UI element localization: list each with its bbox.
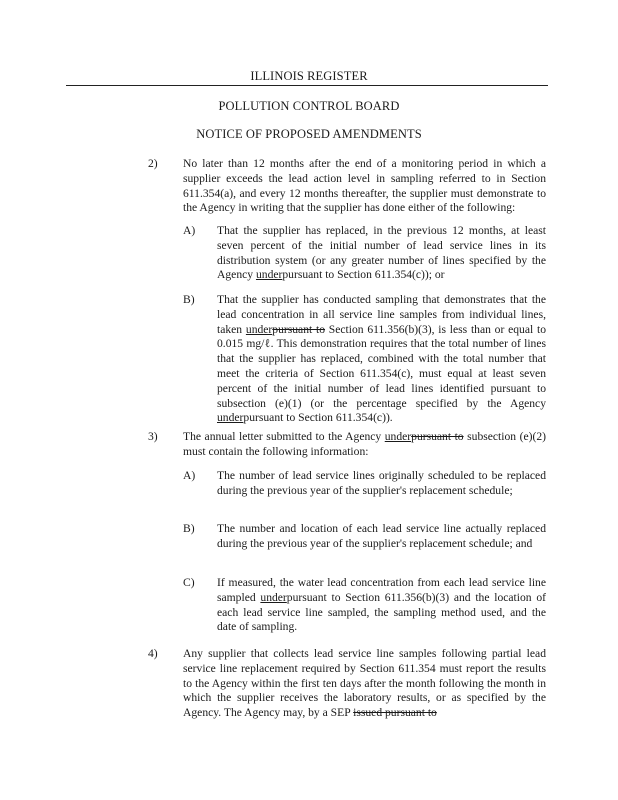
header-rule <box>66 85 548 86</box>
deleted-text: pursuant to <box>272 322 326 336</box>
item-number: 3) <box>148 430 158 443</box>
subitem-number: B) <box>183 522 195 535</box>
inserted-text: under <box>260 590 287 604</box>
deleted-text: pursuant to <box>411 430 464 443</box>
item-paragraph: Any supplier that collects lead service line samples following partial lead service line replacement required by Section 611.354 must report the results to the Agency within the first ten days after the month following the month in which the supplier receives the laboratory results, or as specified by the Agency. The Agency may, by a SEP issued pursuant to <box>183 647 546 720</box>
item-paragraph: The annual letter submitted to the Agency underpursuant to subsection (e)(2) must contain the following information: <box>183 430 546 458</box>
subitem-paragraph: If measured, the water lead concentration from each lead service line sampled underpursuant to Section 611.356(b)(3) and the location of each lead service line sampled, the sampling method used, and the date of sampling. <box>217 576 546 634</box>
subitem-paragraph: The number of lead service lines originally scheduled to be replaced during the previous year of the supplier's replacement schedule; <box>217 469 546 497</box>
deleted-text: issued pursuant to <box>353 706 437 720</box>
subitem-paragraph: That the supplier has replaced, in the previous 12 months, at least seven percent of the initial number of lead service lines in its distribution system (or any greater number of lines specified by the Agency underpursuant to Section 611.354(c)); or <box>217 224 546 282</box>
inserted-text: under <box>255 268 283 282</box>
register-title: ILLINOIS REGISTER <box>250 69 368 83</box>
item-number: 4) <box>148 647 158 660</box>
item-paragraph: No later than 12 months after the end of a monitoring period in which a supplier exceeds the lead action level in sampling referred to in Section 611.354(a), and every 12 months thereafter, the supplier must demonstrate to the Agency in writing that the supplier has done either of the following: <box>183 157 546 215</box>
subitem-number: C) <box>183 576 195 589</box>
subitem-number: A) <box>183 469 196 482</box>
item-number: 2) <box>148 157 158 170</box>
notice-title: NOTICE OF PROPOSED AMENDMENTS <box>196 127 422 141</box>
subitem-paragraph: That the supplier has conducted sampling that demonstrates that the lead concentration in all service line samples from individual lines, taken underpursuant to Section 611.356(b)(3), is less than or equal to 0.015 mg/ℓ. This demonstration requires that the total number of lines that the supplier has replaced, combined with the total number that meet the criteria of Section 611.354(c), must equal at least seven percent of the initial number of lead lines identified pursuant to subsection (e)(1) (or the percentage specified by the Agency underpursuant to Section 611.354(c)). <box>217 293 547 425</box>
subitem-number: B) <box>183 293 195 306</box>
inserted-text: under <box>245 322 273 336</box>
inserted-text: under <box>384 430 412 443</box>
subitem-number: A) <box>183 224 196 237</box>
board-title: POLLUTION CONTROL BOARD <box>218 99 400 113</box>
subitem-paragraph: The number and location of each lead service line actually replaced during the previous year of the supplier's replacement schedule; and <box>217 522 546 550</box>
inserted-text: under <box>217 411 244 425</box>
